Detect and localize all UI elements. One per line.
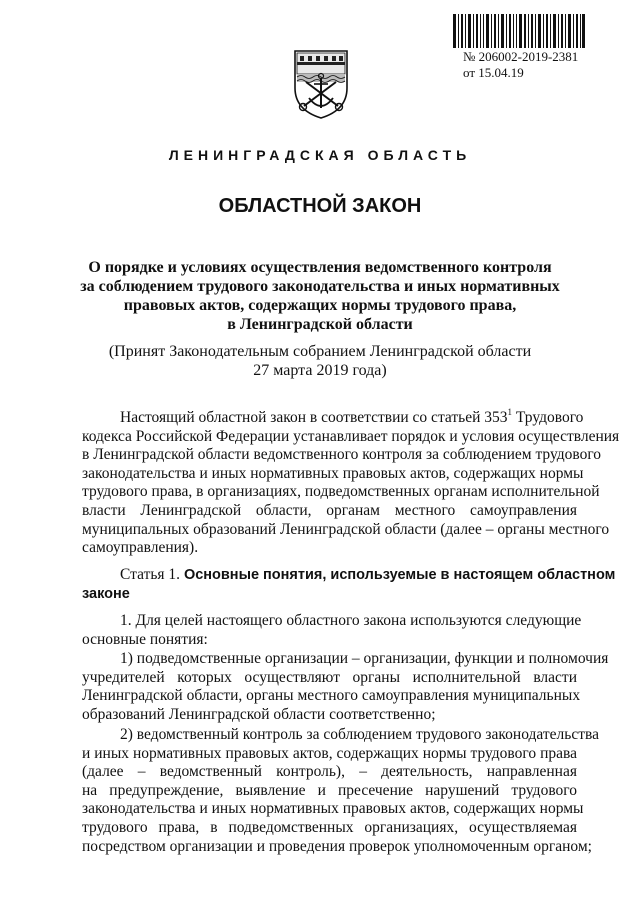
article-title: Основные понятия, используемые в настоящем областном <box>183 567 616 583</box>
subclause-1 <box>82 650 609 724</box>
article-heading <box>82 566 616 603</box>
intro-line: власти Ленинградской области, органам местного самоуправления <box>82 501 577 519</box>
title-line: правовых актов, содержащих нормы трудового права, <box>123 297 517 314</box>
registration-date: от 15.04.19 <box>463 65 524 80</box>
intro-line: трудового права, в организациях, подведомственных органам исполнительной <box>82 483 600 501</box>
clause-line: основные понятия: <box>82 630 208 648</box>
clause-line: учредителей которых осуществляют органы исполнительной власти <box>82 668 577 686</box>
law-title <box>60 258 580 334</box>
article-number: Статья 1. <box>120 566 184 583</box>
intro-line: в Ленинградской области ведомственного контроля за соблюдением трудового <box>82 446 602 464</box>
clause-line: 1) подведомственные организации – организации, функции и полномочия <box>120 650 609 667</box>
document-type: ОБЛАСТНОЙ ЗАКОН <box>218 195 422 217</box>
title-line: в Ленинградской области <box>227 316 413 333</box>
superscript: 1 <box>507 407 513 417</box>
intro-line: законодательства и иных нормативных правовых актов, содержащих нормы <box>82 464 584 482</box>
adoption-line: (Принят Законодательным собранием Ленинградской области <box>108 343 532 360</box>
clause-line: законодательства и иных нормативных правовых актов, содержащих нормы <box>82 800 584 818</box>
title-line: за соблюдением трудового законодательства и иных нормативных <box>80 278 560 295</box>
intro-line: муниципальных образований Ленинградской области (далее – органы местного <box>82 520 610 538</box>
intro-line: Настоящий областной закон в соответствии со статьей $353^1$ Трудового <box>120 407 584 426</box>
intro-line: кодекса Российской Федерации устанавливает порядок и условия осуществления <box>82 427 620 445</box>
article-title-line2: законе <box>82 585 130 602</box>
adoption-line: 27 марта 2019 года) <box>253 362 387 379</box>
region-name: ЛЕНИНГРАДСКАЯ ОБЛАСТЬ <box>168 147 472 163</box>
clause-line: 2) ведомственный контроль за соблюдением трудового законодательства <box>120 726 599 743</box>
intro-line: самоуправления). <box>82 539 199 557</box>
adoption-note <box>60 342 580 380</box>
clause-line: Ленинградской области, органы местного самоуправления муниципальных <box>82 687 581 705</box>
coat-of-arms-icon <box>292 48 350 120</box>
clause-line: образований Ленинградской области соответственно; <box>82 705 436 723</box>
intro-paragraph <box>82 407 620 558</box>
barcode <box>453 14 585 48</box>
clause-line: 1. Для целей настоящего областного закона используются следующие <box>120 612 582 629</box>
clause-1 <box>82 612 582 649</box>
subclause-2 <box>82 726 599 856</box>
clause-line: и иных нормативных правовых актов, содержащих нормы трудового права <box>82 744 577 762</box>
clause-line: на предупреждение, выявление и пресечение нарушений трудового <box>82 781 577 799</box>
registration-info <box>463 49 578 81</box>
clause-line: посредством организации и проведения проверок уполномоченным органом; <box>82 837 592 855</box>
registration-number: № 206002-2019-2381 <box>463 49 579 64</box>
title-line: О порядке и условиях осуществления ведомственного контроля <box>88 259 552 276</box>
clause-line: (далее – ведомственный контроль), – деятельность, направленная <box>82 763 577 781</box>
clause-line: трудового права, в подведомственных организациях, осуществляемая <box>82 818 577 836</box>
